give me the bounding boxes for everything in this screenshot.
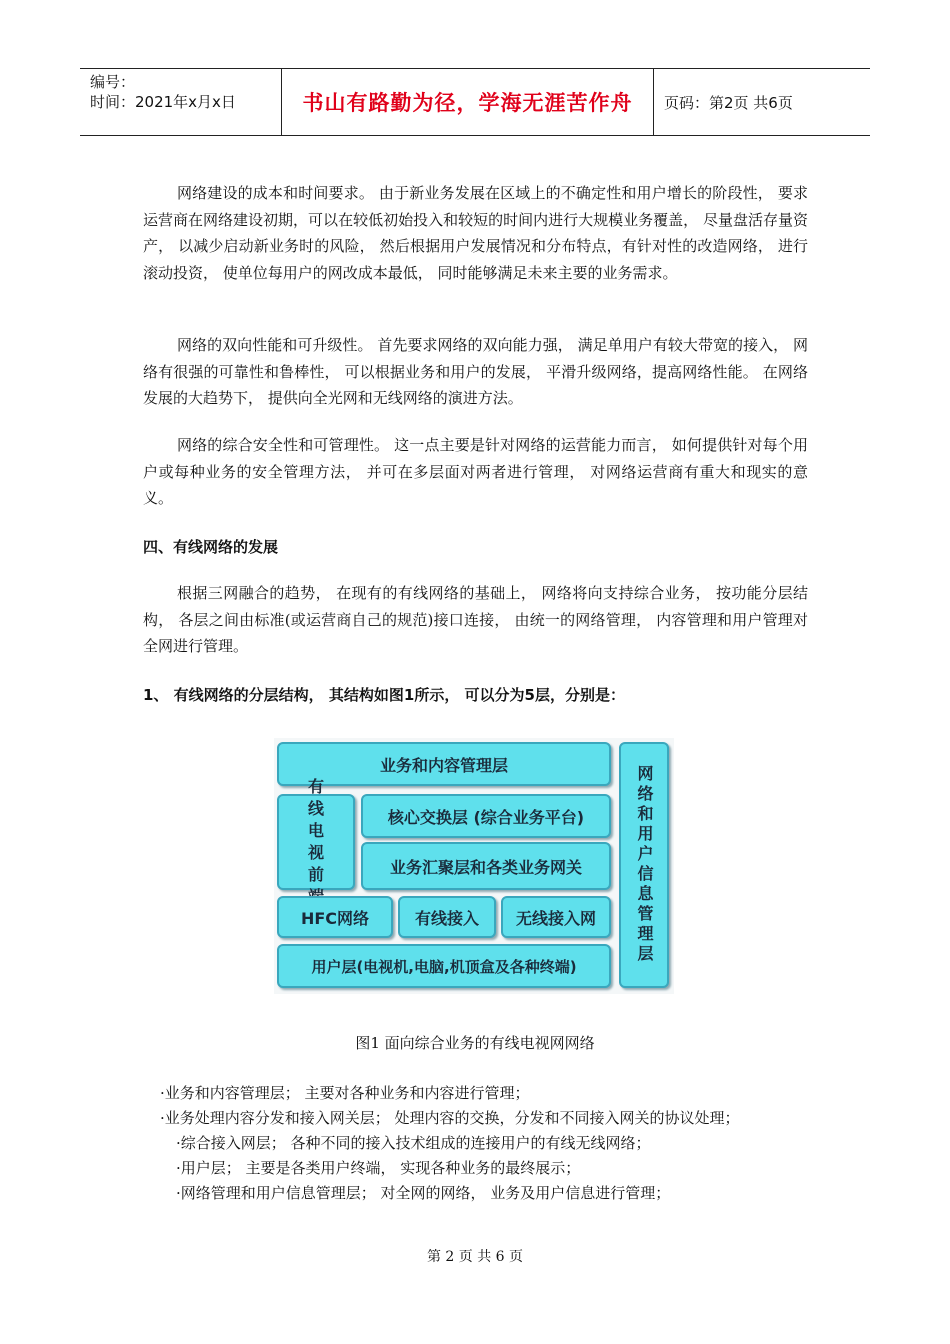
box-management-label: 网络和用户信息管理层 (635, 765, 654, 965)
box-aggregation-gateway: 业务汇聚层和各类业务网关 (361, 842, 611, 890)
bullet-item: ·业务和内容管理层； 主要对各种业务和内容进行管理； (160, 1084, 530, 1102)
box-service-content-management: 业务和内容管理层 (277, 742, 611, 786)
box-core-switching: 核心交换层 (综合业务平台) (361, 794, 611, 838)
layer-diagram (274, 738, 674, 994)
box-cable-headend (277, 777, 355, 890)
box-user-layer: 用户层(电视机,电脑,机顶盒及各种终端) (277, 944, 611, 988)
sub-heading: 1、 有线网络的分层结构， 其结构如图1所示， 可以分为5层，分别是： (143, 686, 625, 704)
box-cable-headend-label: 有线电视前 (307, 777, 324, 884)
paragraph-cost-time: 网络建设的成本和时间要求。 由于新业务发展在区域上的不确定性和用户增长的阶段性， 要求运营商在网络建设初期，可以在较低初始投入和较短的时间内进行大规模业务覆盖， 尽量盘活存量资产， 以减少启动新业务时的风险， 然后根据用户发展情况和分布特点，有针对性的改造网络， 进行滚动投资， 使单位每用户的网改成本最低， 同时能够满足未来主要的业务需求。 (143, 184, 808, 282)
bullet-item: ·综合接入网层； 各种不同的接入技术组成的连接用户的有线无线网络； (176, 1134, 651, 1152)
header-date-label: 时间：2021年x月x日 (90, 93, 236, 111)
paragraph-bidirectional: 网络的双向性能和可升级性。 首先要求网络的双向能力强， 满足单用户有较大带宽的接入， 网络有很强的可靠性和鲁棒性， 可以根据业务和用户的发展， 平滑升级网络，提高网络性能。 在网络发展的大趋势下， 提供向全光网和无线网络的演进方法。 (143, 336, 808, 407)
bullet-item: ·用户层； 主要是各类用户终端， 实现各种业务的最终展示； (176, 1159, 581, 1177)
header-motto-cell (282, 69, 654, 135)
box-wireless-access: 无线接入网 (501, 896, 611, 938)
bullet-item: ·网络管理和用户信息管理层； 对全网的网络， 业务及用户信息进行管理； (176, 1184, 671, 1202)
section-paragraph: 根据三网融合的趋势， 在现有的有线网络的基础上， 网络将向支持综合业务， 按功能分层结构， 各层之间由标准(或运营商自己的规范)接口连接， 由统一的网络管理， 内容管理和用户管理对全网进行管理。 (143, 584, 808, 655)
section-heading: 四、有线网络的发展 (143, 538, 279, 556)
figure-caption: 图1 面向综合业务的有线电视网网络 (355, 1034, 595, 1052)
bullet-item: ·业务处理内容分发和接入网关层； 处理内容的交换，分发和不同接入网关的协议处理； (160, 1109, 740, 1127)
header-meta (80, 69, 282, 135)
page-footer: 第 2 页 共 6 页 (426, 1249, 524, 1265)
box-network-user-info-management (619, 742, 669, 988)
box-hfc-network: HFC网络 (277, 896, 393, 938)
header-page-info: 页码：第2页 共6页 (664, 93, 793, 112)
paragraph-security: 网络的综合安全性和可管理性。 这一点主要是针对网络的运营能力而言， 如何提供针对每个用户或每种业务的安全管理方法， 并可在多层面对两者进行管理， 对网络运营商有重大和现实的意义。 (143, 436, 808, 507)
header-motto: 书山有路勤为径，学海无涯苦作舟 (302, 91, 633, 115)
page-header (80, 68, 870, 136)
header-number-label: 编号： (90, 73, 136, 91)
box-wired-access: 有线接入 (398, 896, 496, 938)
